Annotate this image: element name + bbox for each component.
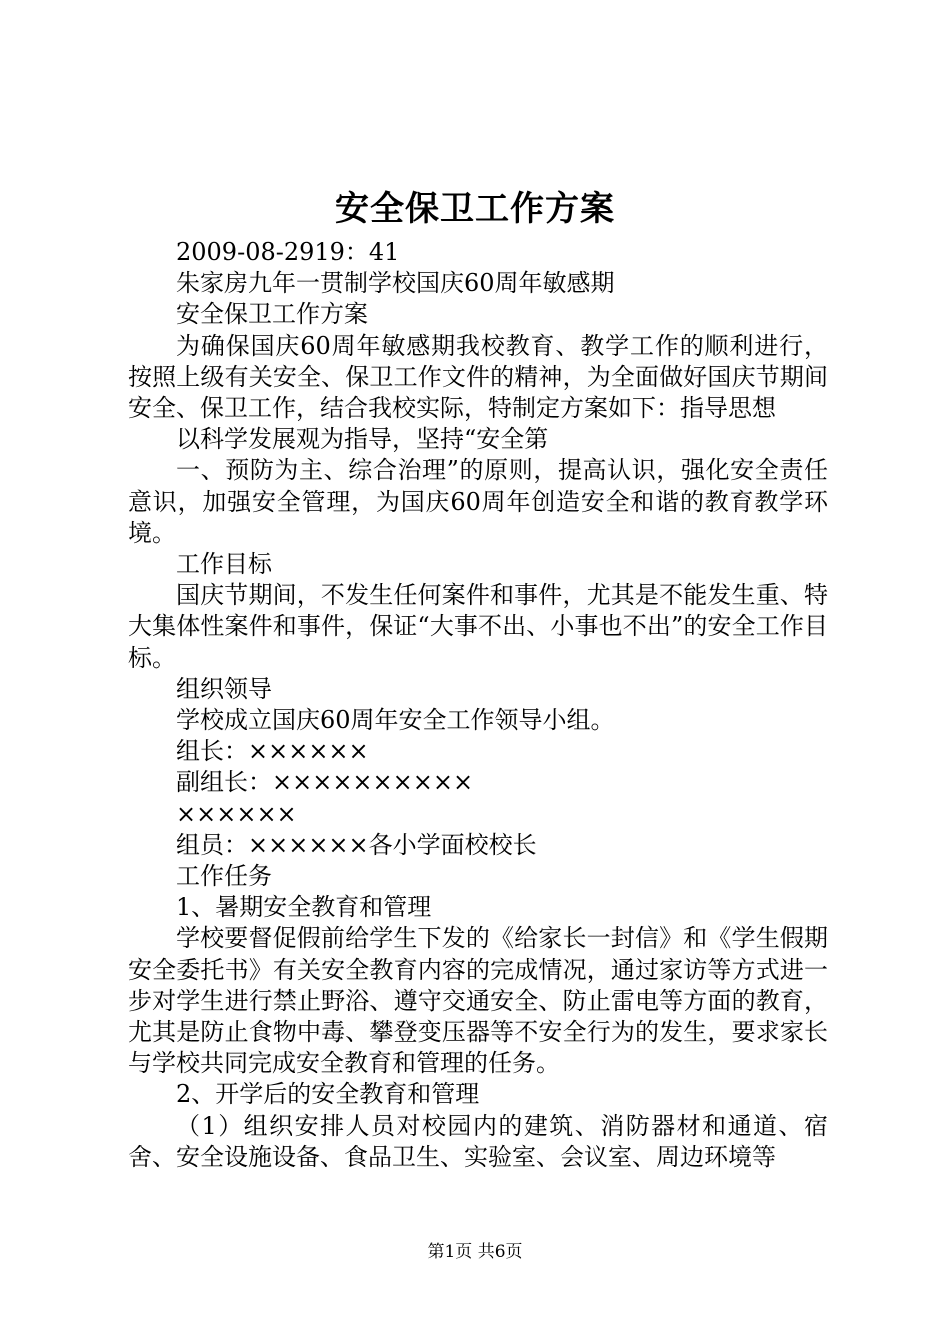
section-heading-tasks: 工作任务 [176, 862, 272, 891]
paragraph-deputy-leader: 副组长：×××××××××× [176, 768, 474, 797]
task-heading-2: 2、开学后的安全教育和管理 [176, 1080, 480, 1109]
document-body [128, 237, 828, 1173]
paragraph-guideline: 以科学发展观为指导，坚持“安全第 [176, 425, 549, 454]
paragraph-goals: 国庆节期间，不发生任何案件和事件，尤其是不能发生重、特大集体性案件和事件，保证“大事不出、小事也不出”的安全工作目标。 [128, 581, 828, 672]
paragraph-group-leader: 组长：×××××× [176, 737, 369, 766]
paragraph-members: 组员：××××××各小学面校校长 [176, 830, 537, 859]
paragraph-intro: 为确保国庆60周年敏感期我校教育、教学工作的顺利进行，按照上级有关安全、保卫工作文件的精神，为全面做好国庆节期间安全、保卫工作，结合我校实际，特制定方案如下：指导思想 [128, 331, 828, 423]
paragraph-deputy-leader-cont: ×××××× [176, 799, 297, 828]
paragraph-datetime: 2009-08-2919：41 [176, 238, 400, 266]
paragraph-school-heading: 朱家房九年一贯制学校国庆60周年敏感期 [176, 269, 615, 298]
paragraph-task-1: 学校要督促假前给学生下发的《给家长一封信》和《学生假期安全委托书》有关安全教育内容的完成情况，通过家访等方式进一步对学生进行禁止野浴、遵守交通安全、防止雷电等方面的教育，尤其是防止食物中毒、攀登变压器等不安全行为的发生，要求家长与学校共同完成安全教育和管理的任务。 [128, 924, 828, 1078]
paragraph-principle: 一、预防为主、综合治理”的原则，提高认识，强化安全责任意识，加强安全管理，为国庆60周年创造安全和谐的教育教学环境。 [128, 456, 828, 547]
paragraph-subtitle: 安全保卫工作方案 [176, 300, 368, 329]
task-heading-1: 1、暑期安全教育和管理 [176, 893, 432, 922]
page-number-footer: 第1页 共6页 [427, 1242, 523, 1262]
document-title: 安全保卫工作方案 [335, 189, 615, 229]
paragraph-leadership-group: 学校成立国庆60周年安全工作领导小组。 [176, 706, 615, 735]
section-heading-leadership: 组织领导 [176, 674, 272, 703]
section-heading-goals: 工作目标 [176, 550, 272, 579]
paragraph-task-2-1: （1）组织安排人员对校园内的建筑、消防器材和通道、宿舍、安全设施设备、食品卫生、实验室、会议室、周边环境等 [128, 1111, 828, 1171]
